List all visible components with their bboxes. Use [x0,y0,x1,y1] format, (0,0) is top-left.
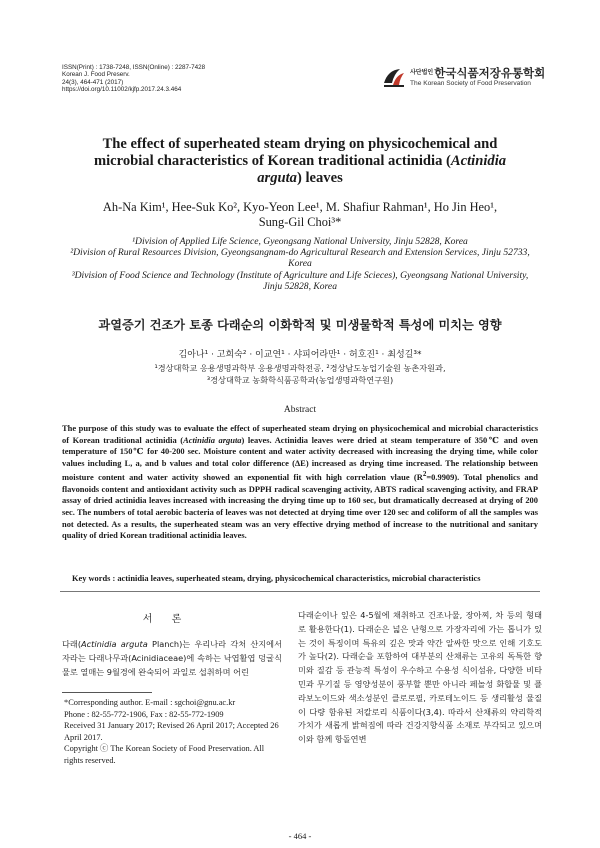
contact-phone: Phone : 82-55-772-1906, Fax : 82-55-772-1909 [64,709,224,719]
society-name-en: The Korean Society of Food Preservation [410,79,531,87]
journal-meta [62,64,205,94]
intro-right-column: 다래순이나 잎은 4-5월에 채취하고 건조나물, 장아찌, 차 등의 형태로 활용한다(1). 다래순은 넓은 난형으로 가장자리에 가는 톱니가 있는 것이 특징이며 특유의 깊은 맛과 약간 알싸한 맛으로 인해 기호도가 높다(2). 다래순을 포함하여 대부분의 산채류는 고유의 독특한 향미와 질감 등 관능적 특성이 우수하고 수용성 식이섬유, 다양한 비타민과 무기질 등 영양성분이 풍부할 뿐만 아니라 페놀성 화합물 및 플라보노이드와 색소성분인 클로로필, 카로테노이드 등 생리활성 물질이 다량 함유된 저칼로리 식품이다(3,4). 따라서 산채류의 약리학적 가치가 새롭게 밝혀짐에 따라 건강지향식품 소재로 부각되고 있으며 이와 함께 항돌연변 [298,610,542,745]
affiliation-1: ¹Division of Applied Life Science, Gyeongsang National University, Jinju 52828, Korea [132,236,468,247]
korean-affiliations: ¹경상대학교 응용생명과학부 응용생명과학전공, ²경상남도농업기술원 농촌자원과, ³경상대학교 농화학식품공학과(농업생명과학연구원) [154,363,446,385]
intro-heading: 서 론 [142,614,190,625]
affiliation-3-cont: Jinju 52828, Korea [263,280,337,292]
paper-title: The effect of superheated steam drying on physicochemical and microbial characteristics of Korean traditional actinidia (Actinidia arguta) leaves [93,136,507,186]
author-list: Ah-Na Kim¹, Hee-Suk Ko², Kyo-Yeon Lee¹, M. Shafiur Rahman¹, Ho Jin Heo¹, Sung-Gil Choi³* [102,200,498,229]
section-divider [60,591,540,592]
keywords: Key words : actinidia leaves, superheated steam, drying, physicochemical characteristics, microbial characteristics [72,574,481,583]
affiliations [60,236,540,292]
copyright: Copyright ⓒ The Korean Society of Food Preservation. All rights reserved. [64,744,265,765]
intro-left-column: 다래(Actinidia arguta Planch)는 우리나라 각처 산지에서 자라는 다래나무과(Acinidiaceae)에 속하는 낙엽활엽 덩굴식물로 열매는 9월경에 완숙되어 과일로 섭취하며 어린 [62,639,282,677]
abstract-body: The purpose of this study was to evaluate the effect of superheated steam drying on physicochemical and microbial characteristics of Korean traditional actinidia (Actinidia arguta) leaves. Actinidia leaves were dried at steam temperature of 350℃ and oven temperature of 150℃ for 40-200 sec. Moisture content and water activity decreased with increasing the drying time, while color values including L, a, and b values and total color difference (ΔE) increased as drying time increased. The relationship between moisture content and water activity showed an exponential fit with high correlation vlaue $(R^2=0.9909)$. Total phenolics and flavonoids content and antioxidant activity such as DPPH radical scavenging activity, ABTS radical scavenging activity, and FRAP assay of dried actinidia leaves increased with increasing the drying time up to 160 sec, but dramatically decreased at drying of 200 sec. The numbers of total aerobic bacteria of leaves was not detected at drying time over 120 sec and coliform of all the samples was not detected. As a results, the superheated steam was an very effective drying method of increase to the nutritional and sanitary quality of dried Korean traditional actinidia leaves. [62,423,538,541]
corresponding-email: *Corresponding author. E-mail : sgchoi@gnu.ac.kr [64,698,236,707]
society-emblem-icon [382,66,406,88]
page-number: - 464 - [288,831,312,841]
korean-authors: 김아나¹ · 고희숙² · 이교연¹ · 샤피어라만¹ · 허호진¹ · 최성길³* [178,350,422,360]
korean-title: 과열증기 건조가 토종 다래순의 이화학적 및 미생물학적 특성에 미치는 영향 [98,318,502,332]
journal-name: Korean J. Food Preserv. [62,71,130,79]
society-logo [382,66,545,88]
affiliation-3: ³Division of Food Science and Technology (Institute of Agriculture and Life Scieces), Gyeongsang National University, [71,269,529,281]
doi-link[interactable]: https://doi.org/10.11002/kjfp.2017.24.3.464 [62,86,182,94]
footnote-divider [62,692,152,693]
affiliation-2: ²Division of Rural Resources Division, Gyeongsangnam-do Agricultural Research and Extension Services, Jinju 52733, Korea [70,247,530,270]
issn-line: ISSN(Print) : 1738-7248, ISSN(Online) : 2287-7428 [62,64,206,71]
corresponding-footnote [64,697,284,767]
received-dates: Received 31 January 2017; Revised 26 April 2017; Accepted 26 April 2017. [64,721,279,742]
volume-line: 24(3), 464-471 (2017) [62,78,124,86]
abstract-heading: Abstract [283,405,317,415]
society-name-ko: $^{사단법인}$한국식품저장유통학회 [410,65,546,80]
